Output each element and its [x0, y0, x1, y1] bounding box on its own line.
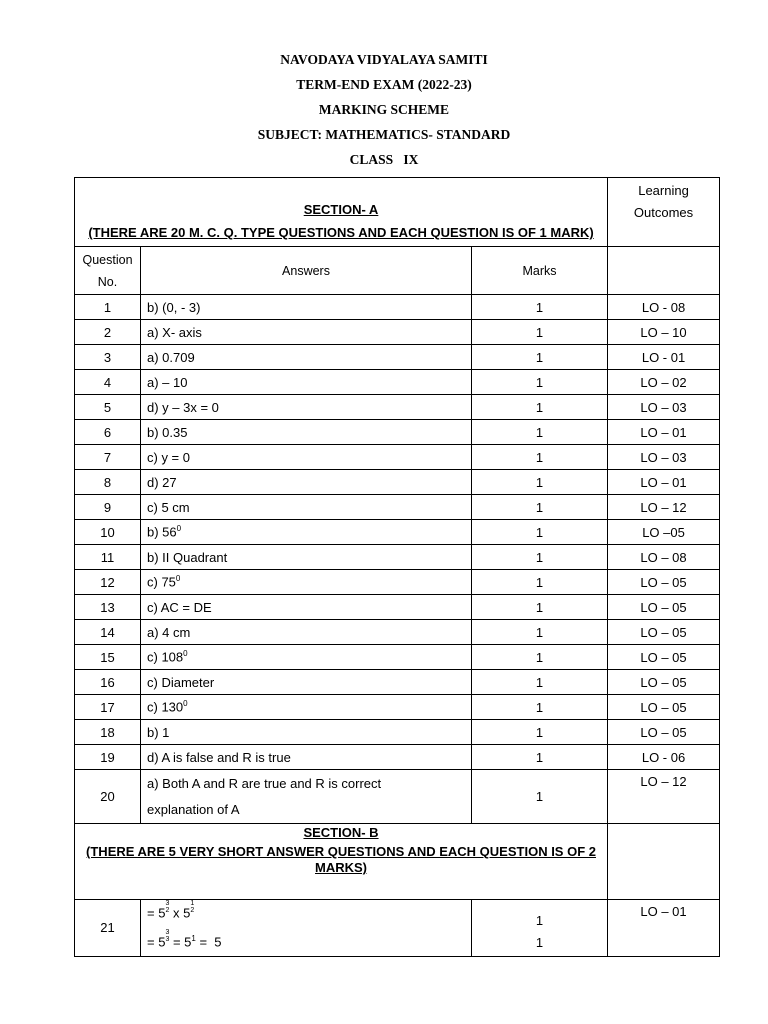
learning-outcome-cell: LO – 05 [608, 695, 720, 720]
table-row [75, 320, 720, 345]
marks-cell: 1 [472, 720, 608, 745]
empty-section-b-cell [608, 824, 720, 900]
section-a-subtitle: (THERE ARE 20 M. C. Q. TYPE QUESTIONS AND EACH QUESTION IS OF 1 MARK) [88, 225, 594, 240]
answer-cell [141, 645, 472, 670]
table-row [75, 645, 720, 670]
marks-cell: 1 [472, 545, 608, 570]
table-row [75, 620, 720, 645]
expr-part: = 5 [195, 934, 222, 950]
answer-cell [141, 900, 472, 957]
answer-cell [141, 445, 472, 470]
learning-outcome-cell: LO – 03 [608, 395, 720, 420]
marks-cell: 1 [472, 695, 608, 720]
marks-cell: 1 [472, 370, 608, 395]
learning-outcome-cell: LO – 01 [608, 420, 720, 445]
question-number: 10 [75, 520, 141, 545]
frac-den: 3 [165, 936, 170, 944]
table-row [75, 395, 720, 420]
section-a-header-row [75, 178, 720, 247]
question-number: 1 [75, 295, 141, 320]
table-row [75, 370, 720, 395]
frac-den: 2 [190, 907, 195, 914]
answer-cell [141, 345, 472, 370]
learning-outcome-cell: LO – 03 [608, 445, 720, 470]
mark-step2: 1 [535, 934, 544, 950]
question-header-line1: Question [82, 252, 133, 267]
table-row [75, 695, 720, 720]
answer-step2 [147, 926, 465, 955]
question-number: 17 [75, 695, 141, 720]
header-doc-type: MARKING SCHEME [318, 102, 450, 117]
frac-num: 3 [165, 900, 170, 907]
section-b-header-row [75, 824, 720, 900]
answer-cell [141, 395, 472, 420]
learning-outcomes-header [608, 178, 720, 247]
learning-outcome-cell: LO – 01 [608, 900, 720, 957]
mark-step1: 1 [535, 912, 544, 928]
answer-cell [141, 370, 472, 395]
lo-header-line2: Outcomes [633, 205, 694, 220]
answer-cell [141, 745, 472, 770]
answer-cell [141, 420, 472, 445]
learning-outcome-cell: LO – 05 [608, 720, 720, 745]
marks-cell: 1 [472, 745, 608, 770]
table-row [75, 470, 720, 495]
expr-part: = 5 [169, 934, 192, 950]
header-exam: TERM-END EXAM (2022-23) [296, 77, 472, 92]
question-number: 12 [75, 570, 141, 595]
question-number: 2 [75, 320, 141, 345]
table-row [75, 745, 720, 770]
answer-text: b) II Quadrant [147, 549, 228, 565]
frac-num: 3 [165, 929, 170, 937]
answer-text: c) 5 cm [147, 499, 190, 515]
marks-cell: 1 [472, 770, 608, 824]
answers-header: Answers [141, 247, 472, 295]
question-number: 14 [75, 620, 141, 645]
answer-cell [141, 720, 472, 745]
answer-cell [141, 495, 472, 520]
learning-outcome-cell: LO – 10 [608, 320, 720, 345]
question-number: 8 [75, 470, 141, 495]
marks-cell: 1 [472, 520, 608, 545]
learning-outcome-cell: LO – 05 [608, 570, 720, 595]
header-class: CLASS IX [349, 152, 419, 167]
marks-cell: 1 [472, 395, 608, 420]
marks-cell: 1 [472, 320, 608, 345]
table-row [75, 670, 720, 695]
section-a-title: SECTION- A [303, 202, 379, 217]
marks-cell: 1 [472, 495, 608, 520]
answer-cell [141, 295, 472, 320]
empty-header-cell [608, 247, 720, 295]
answer-text: b) 1 [147, 724, 170, 740]
learning-outcome-cell: LO – 05 [608, 620, 720, 645]
exponent-fraction [190, 900, 194, 914]
marks-cell: 1 [472, 295, 608, 320]
answer-text: a) 0.709 [147, 349, 195, 365]
answer-cell [141, 545, 472, 570]
answer-text: b) 0.35 [147, 424, 188, 440]
question-number: 9 [75, 495, 141, 520]
question-number: 11 [75, 545, 141, 570]
answer-text: c) 108 [147, 649, 184, 665]
column-header-row [75, 247, 720, 295]
answer-text: a) – 10 [147, 374, 188, 390]
learning-outcome-cell: LO – 05 [608, 595, 720, 620]
table-row [75, 495, 720, 520]
question-number: 6 [75, 420, 141, 445]
answer-text: c) y = 0 [147, 449, 190, 465]
marking-scheme-table [74, 177, 720, 957]
answer-text: c) AC = DE [147, 599, 212, 615]
question-number: 5 [75, 395, 141, 420]
table-row [75, 595, 720, 620]
marks-cell: 1 [472, 345, 608, 370]
answer-cell [141, 470, 472, 495]
table-row [75, 295, 720, 320]
learning-outcome-cell: LO – 08 [608, 545, 720, 570]
exponent: 1 [191, 934, 196, 944]
header-subject: SUBJECT: MATHEMATICS- STANDARD [257, 127, 511, 142]
answer-text: c) 130 [147, 699, 184, 715]
expr-part: = 5 [147, 905, 166, 921]
question-number: 20 [75, 770, 141, 824]
degree-superscript: 0 [176, 524, 182, 534]
marks-cell [472, 900, 608, 957]
learning-outcome-cell: LO – 02 [608, 370, 720, 395]
marks-cell: 1 [472, 645, 608, 670]
table-row [75, 420, 720, 445]
answer-cell [141, 695, 472, 720]
learning-outcome-cell: LO – 05 [608, 645, 720, 670]
question-number: 18 [75, 720, 141, 745]
degree-superscript: 0 [183, 649, 188, 659]
marks-cell: 1 [472, 570, 608, 595]
table-row [75, 720, 720, 745]
table-row [75, 445, 720, 470]
learning-outcome-cell: LO - 01 [608, 345, 720, 370]
table-row [75, 545, 720, 570]
section-b-title: SECTION- B [303, 825, 379, 840]
expr-part: x 5 [169, 905, 191, 921]
marks-cell: 1 [472, 420, 608, 445]
table-row [75, 570, 720, 595]
question-header-line2: No. [97, 274, 118, 289]
question-number: 3 [75, 345, 141, 370]
marks-cell: 1 [472, 445, 608, 470]
learning-outcome-cell: LO – 12 [608, 770, 720, 824]
question-number: 13 [75, 595, 141, 620]
answer-text: d) 27 [147, 474, 177, 490]
question-number: 4 [75, 370, 141, 395]
answer-text: a) X- axis [147, 324, 202, 340]
answer-cell [141, 520, 472, 545]
table-row [75, 520, 720, 545]
lo-header-line1: Learning [638, 183, 689, 198]
answer-cell [141, 595, 472, 620]
table-row [75, 900, 720, 957]
answer-step1 [147, 900, 465, 926]
frac-num: 1 [190, 900, 195, 907]
learning-outcome-cell: LO –05 [608, 520, 720, 545]
question-no-header [75, 247, 141, 295]
answer-text: c) 75 [147, 574, 176, 590]
marks-cell: 1 [472, 620, 608, 645]
answer-text: d) A is false and R is true [147, 749, 291, 765]
marks-cell: 1 [472, 670, 608, 695]
table-row [75, 345, 720, 370]
answer-cell [141, 320, 472, 345]
answer-text: a) 4 cm [147, 624, 191, 640]
marks-cell: 1 [472, 470, 608, 495]
learning-outcome-cell: LO - 08 [608, 295, 720, 320]
header-organization: NAVODAYA VIDYALAYA SAMITI [280, 52, 488, 67]
table-row [75, 770, 720, 824]
answer-text: d) y – 3x = 0 [147, 399, 219, 415]
marks-cell: 1 [472, 595, 608, 620]
answer-cell [141, 770, 472, 824]
degree-superscript: 0 [175, 574, 181, 584]
learning-outcome-cell: LO – 05 [608, 670, 720, 695]
degree-superscript: 0 [183, 699, 188, 709]
section-a-heading [75, 178, 608, 247]
question-number: 7 [75, 445, 141, 470]
expr-part: = 5 [147, 934, 166, 950]
answer-line2: explanation of A [147, 802, 240, 817]
section-b-subtitle: (THERE ARE 5 VERY SHORT ANSWER QUESTIONS AND EACH QUESTION IS OF 2 MARKS) [86, 844, 596, 875]
frac-den: 2 [165, 907, 170, 914]
answer-text: c) Diameter [147, 674, 215, 690]
answer-line1: a) Both A and R are true and R is correct [147, 776, 382, 791]
marks-header: Marks [472, 247, 608, 295]
section-b-heading [75, 824, 608, 900]
learning-outcome-cell: LO – 12 [608, 495, 720, 520]
answer-cell [141, 670, 472, 695]
answer-text: b) (0, - 3) [147, 299, 201, 315]
question-number: 19 [75, 745, 141, 770]
learning-outcome-cell: LO – 01 [608, 470, 720, 495]
question-number: 15 [75, 645, 141, 670]
learning-outcome-cell: LO - 06 [608, 745, 720, 770]
question-number: 21 [75, 900, 141, 957]
answer-cell [141, 570, 472, 595]
question-number: 16 [75, 670, 141, 695]
answer-cell [141, 620, 472, 645]
answer-text: b) 56 [147, 524, 177, 540]
